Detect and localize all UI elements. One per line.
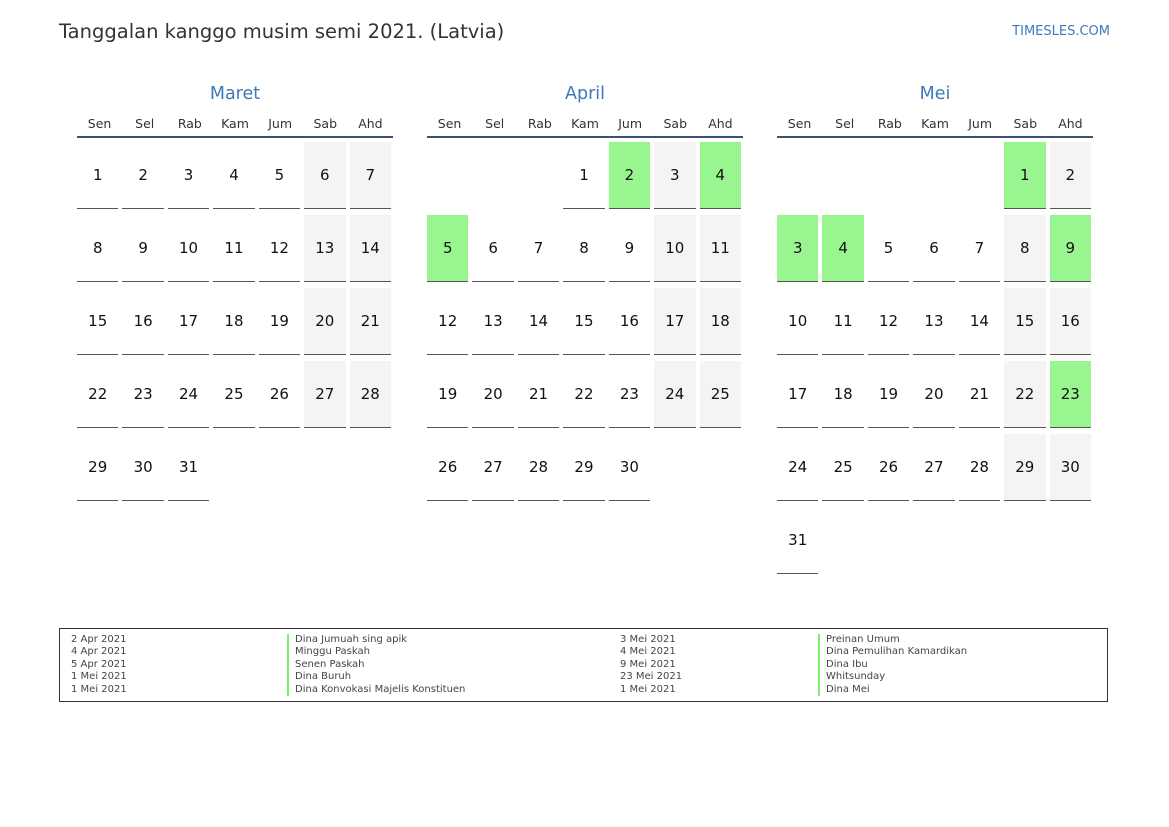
holiday-day-cell: 1 — [1004, 142, 1045, 209]
holiday-day-cell: 5 — [427, 215, 468, 282]
day-cell: 22 — [1004, 361, 1045, 428]
day-cell: 30 — [122, 434, 163, 501]
legend-date: 2 Apr 2021 — [71, 634, 127, 645]
day-cell: 15 — [1004, 288, 1045, 355]
day-cell: 29 — [77, 434, 118, 501]
day-cell: 21 — [350, 288, 391, 355]
day-cell: 20 — [913, 361, 954, 428]
month-maret — [77, 82, 393, 507]
day-cell: 14 — [518, 288, 559, 355]
empty-cell — [472, 142, 513, 209]
day-cell: 27 — [472, 434, 513, 501]
weekday-label: Jum — [268, 116, 293, 131]
legend-date: 3 Mei 2021 — [620, 634, 676, 645]
day-cell: 30 — [609, 434, 650, 501]
day-cell: 1 — [563, 142, 604, 209]
weekday-header — [427, 112, 743, 138]
day-cell: 26 — [868, 434, 909, 501]
weekday-label: Sen — [437, 116, 462, 131]
weekday-label: Kam — [921, 116, 949, 131]
legend-holiday-name: Dina Ibu — [818, 659, 868, 672]
weekday-label: Ahd — [1058, 116, 1083, 131]
page-title: Tanggalan kanggo musim semi 2021. (Latvia) — [59, 20, 505, 43]
weekday-label: Sen — [787, 116, 812, 131]
legend-date: 9 Mei 2021 — [620, 658, 676, 670]
day-cell: 22 — [563, 361, 604, 428]
day-cell: 6 — [913, 215, 954, 282]
legend-holiday-name: Preinan Umum — [818, 634, 900, 647]
holiday-day-cell: 4 — [822, 215, 863, 282]
weekday-label: Sab — [1013, 116, 1038, 131]
day-cell: 30 — [1050, 434, 1091, 501]
day-cell: 24 — [777, 434, 818, 501]
day-cell: 2 — [1050, 142, 1091, 209]
weekday-label: Rab — [177, 116, 202, 131]
day-cell: 20 — [472, 361, 513, 428]
month-title: April — [565, 84, 605, 104]
day-cell: 11 — [213, 215, 254, 282]
legend-holiday-name: Whitsunday — [818, 671, 885, 684]
day-cell: 18 — [700, 288, 741, 355]
day-cell: 1 — [77, 142, 118, 209]
day-cell: 23 — [122, 361, 163, 428]
weekday-header — [777, 112, 1093, 138]
day-cell: 22 — [77, 361, 118, 428]
day-cell: 5 — [868, 215, 909, 282]
day-cell: 12 — [259, 215, 300, 282]
day-cell: 17 — [777, 361, 818, 428]
legend-holiday-name: Minggu Paskah — [287, 646, 370, 659]
weekday-label: Sab — [663, 116, 688, 131]
day-cell: 3 — [168, 142, 209, 209]
holiday-day-cell: 2 — [609, 142, 650, 209]
day-cell: 13 — [913, 288, 954, 355]
day-cell: 8 — [77, 215, 118, 282]
day-cell: 7 — [959, 215, 1000, 282]
legend-date: 4 Apr 2021 — [71, 646, 127, 658]
day-cell: 20 — [304, 288, 345, 355]
day-cell: 25 — [213, 361, 254, 428]
holiday-day-cell: 23 — [1050, 361, 1091, 428]
day-cell: 10 — [777, 288, 818, 355]
legend-date: 4 Mei 2021 — [620, 646, 676, 658]
weekday-label: Sel — [485, 116, 505, 131]
day-cell: 13 — [472, 288, 513, 355]
month-mei — [777, 82, 1093, 580]
day-cell: 2 — [122, 142, 163, 209]
day-grid — [77, 142, 395, 507]
holiday-day-cell: 3 — [777, 215, 818, 282]
day-cell: 10 — [654, 215, 695, 282]
day-cell: 7 — [518, 215, 559, 282]
weekday-label: Kam — [571, 116, 599, 131]
empty-cell — [959, 142, 1000, 209]
day-cell: 8 — [563, 215, 604, 282]
day-cell: 16 — [609, 288, 650, 355]
legend-holiday-name: Senen Paskah — [287, 659, 365, 672]
day-cell: 5 — [259, 142, 300, 209]
legend-holiday-name: Dina Pemulihan Kamardikan — [818, 646, 967, 659]
day-cell: 24 — [654, 361, 695, 428]
day-cell: 28 — [959, 434, 1000, 501]
empty-cell — [868, 142, 909, 209]
day-cell: 15 — [77, 288, 118, 355]
day-cell: 17 — [168, 288, 209, 355]
day-cell: 3 — [654, 142, 695, 209]
day-grid — [427, 142, 745, 507]
weekday-label: Rab — [527, 116, 552, 131]
day-cell: 15 — [563, 288, 604, 355]
day-cell: 27 — [913, 434, 954, 501]
day-cell: 6 — [472, 215, 513, 282]
holiday-legend — [59, 628, 1108, 702]
empty-cell — [822, 142, 863, 209]
day-cell: 26 — [259, 361, 300, 428]
day-cell: 28 — [518, 434, 559, 501]
holiday-day-cell: 4 — [700, 142, 741, 209]
legend-date: 5 Apr 2021 — [71, 658, 127, 670]
day-cell: 10 — [168, 215, 209, 282]
legend-holiday-name: Dina Mei — [818, 684, 870, 697]
day-cell: 23 — [609, 361, 650, 428]
day-cell: 19 — [868, 361, 909, 428]
day-cell: 29 — [1004, 434, 1045, 501]
legend-date: 1 Mei 2021 — [71, 683, 127, 695]
weekday-label: Jum — [618, 116, 643, 131]
weekday-label: Ahd — [358, 116, 383, 131]
day-cell: 12 — [427, 288, 468, 355]
month-april — [427, 82, 743, 507]
day-cell: 25 — [822, 434, 863, 501]
empty-cell — [777, 142, 818, 209]
day-cell: 16 — [1050, 288, 1091, 355]
day-cell: 27 — [304, 361, 345, 428]
day-cell: 17 — [654, 288, 695, 355]
day-cell: 8 — [1004, 215, 1045, 282]
day-cell: 9 — [122, 215, 163, 282]
weekday-label: Kam — [221, 116, 249, 131]
day-cell: 24 — [168, 361, 209, 428]
holiday-day-cell: 9 — [1050, 215, 1091, 282]
weekday-label: Sen — [87, 116, 112, 131]
weekday-label: Jum — [968, 116, 993, 131]
day-cell: 28 — [350, 361, 391, 428]
weekday-label: Sel — [135, 116, 155, 131]
day-cell: 9 — [609, 215, 650, 282]
day-cell: 11 — [822, 288, 863, 355]
legend-holiday-name: Dina Buruh — [287, 671, 351, 684]
legend-holiday-name: Dina Konvokasi Majelis Konstituen — [287, 684, 465, 697]
legend-date: 1 Mei 2021 — [620, 683, 676, 695]
day-cell: 25 — [700, 361, 741, 428]
day-cell: 4 — [213, 142, 254, 209]
day-cell: 19 — [259, 288, 300, 355]
weekday-label: Rab — [877, 116, 902, 131]
day-cell: 16 — [122, 288, 163, 355]
day-cell: 14 — [350, 215, 391, 282]
day-cell: 18 — [822, 361, 863, 428]
day-cell: 26 — [427, 434, 468, 501]
day-cell: 21 — [959, 361, 1000, 428]
brand-link[interactable]: TIMESLES.COM — [1012, 24, 1110, 39]
day-cell: 13 — [304, 215, 345, 282]
empty-cell — [913, 142, 954, 209]
day-cell: 6 — [304, 142, 345, 209]
day-cell: 31 — [168, 434, 209, 501]
legend-date: 1 Mei 2021 — [71, 671, 127, 683]
day-cell: 7 — [350, 142, 391, 209]
weekday-label: Sel — [835, 116, 855, 131]
empty-cell — [518, 142, 559, 209]
day-cell: 11 — [700, 215, 741, 282]
month-title: Mei — [919, 84, 951, 104]
weekday-header — [77, 112, 393, 138]
legend-holiday-name: Dina Jumuah sing apik — [287, 634, 407, 647]
day-grid — [777, 142, 1095, 580]
day-cell: 18 — [213, 288, 254, 355]
legend-date: 23 Mei 2021 — [620, 671, 683, 683]
day-cell: 21 — [518, 361, 559, 428]
day-cell: 29 — [563, 434, 604, 501]
day-cell: 14 — [959, 288, 1000, 355]
empty-cell — [427, 142, 468, 209]
day-cell: 12 — [868, 288, 909, 355]
weekday-label: Ahd — [708, 116, 733, 131]
day-cell: 19 — [427, 361, 468, 428]
month-title: Maret — [209, 84, 261, 104]
weekday-label: Sab — [313, 116, 338, 131]
day-cell: 31 — [777, 507, 818, 574]
